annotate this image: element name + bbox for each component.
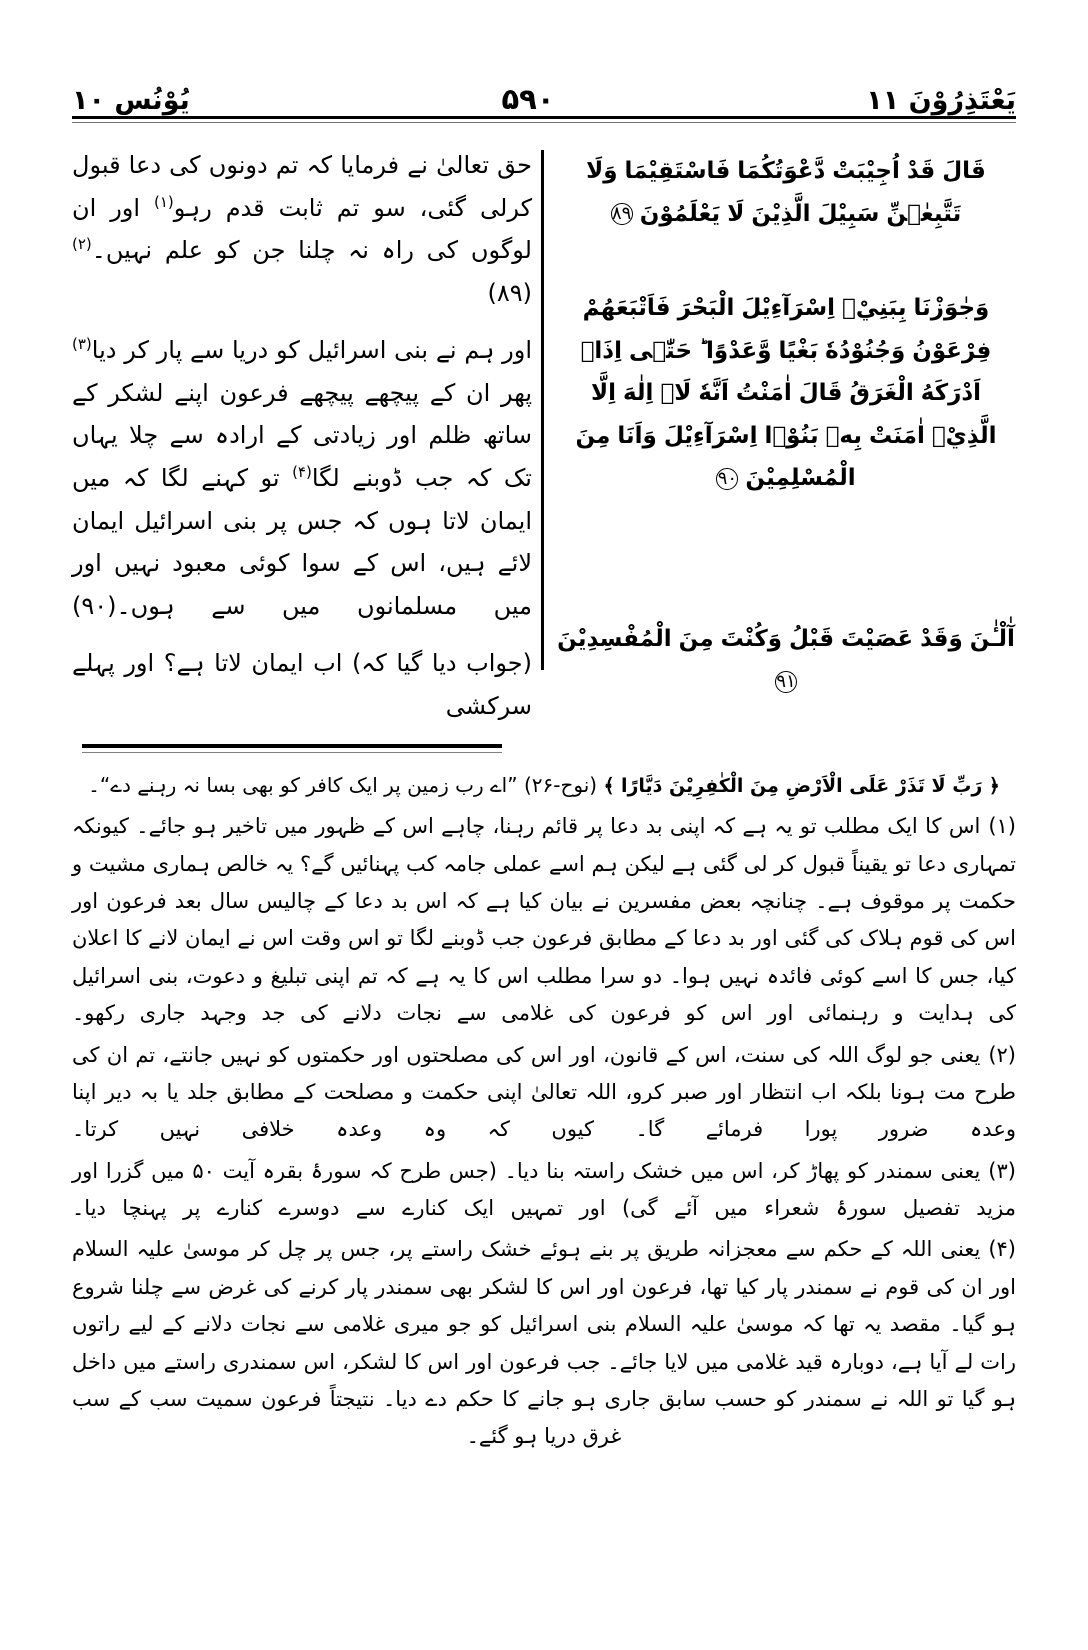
quoted-verse-reference: (نوح-۲۶) [523,773,598,797]
footnote-4-text: یعنی اللہ کے حکم سے معجزانہ طریق پر بنے ہوئے خشک راستے پر، جس پر چل کر موسیٰ علیہ السلام اور ان کی قوم نے سمندر پار کیا تھا، فرعون اور اس کا لشکر بھی سمندر پار کرنے کی غرض سے چلنا شروع ہو گیا۔ مقصد یہ تھا کہ موسیٰ علیہ السلام بنی اسرائیل کو جو میری غلامی سے نجات دلانے کے لیے راتوں رات لے آیا ہے، دوبارہ قید غلامی میں لایا جائے۔ جب فرعون اور اس کا لشکر، اس سمندری راستے میں داخل ہو گیا تو اللہ نے سمندر کو حسب سابق جاری ہو جانے کا حکم دے دیا۔ نتیجتاً فرعون سمیت سب کے سب غرق دریا ہو گئے۔ [72,1237,1016,1449]
footnote-1 [72,808,1016,1032]
ayah-90-marker: ۹۰ [717,467,738,489]
translation-91 [72,642,532,727]
footnote-3 [72,1153,1016,1228]
translation-90 [72,329,532,628]
footnote-ref-2[interactable]: (۲) [72,235,92,254]
footnotes-section [72,768,1016,1456]
footnote-ref-1[interactable]: (۱) [153,192,174,211]
footnote-1-number: (۱) [988,814,1016,839]
ayah-91-text: آٰلْـٰٔنَ وَقَدْ عَصَيْتَ قَبْلُ وَكُنْتَ مِنَ الْمُفْسِدِيْنَ [557,625,1015,652]
footnote-1-text: اس کا ایک مطلب تو یہ ہے کہ اپنی بد دعا پر قائم رہنا، چاہے اس کے ظہور میں تاخیر ہو جائے۔ کیونکہ تمہاری دعا تو یقیناً قبول کر لی گئی ہے لیکن ہم اسے عملی جامہ کب پہنائیں گے؟ یہ خالص ہماری مشیت و حکمت پر موقوف ہے۔ چنانچہ بعض مفسرین نے بیان کیا ہے کہ اس بد دعا کے چالیس سال بعد فرعون اور اس کی قوم ہلاک کی گئی اور بد دعا کے مطابق فرعون جب ڈوبنے لگا تو اس وقت اس نے ایمان لانے کا اعلان کیا، جس کا اسے کوئی فائدہ نہیں ہوا۔ دو سرا مطلب اس کا یہ ہے کہ تم اپنی تبلیغ و دعوت، بنی اسرائیل کی ہدایت و رہنمائی اور اس کو فرعون کی غلامی سے نجات دلانے کی جد وجہد جاری رکھو۔ [72,814,1016,1026]
footnote-separator-rule [82,744,502,748]
footnote-ref-4[interactable]: (۴) [292,463,312,482]
quote-bracket-open-icon: ﴿ [988,775,1000,797]
footnote-3-number: (۳) [988,1158,1016,1183]
translation-89-part-b: اور ان لوگوں کی راہ نہ چلنا جن کو علم نہیں۔ [72,193,532,265]
translation-90-ayah-number: (۹۰) [72,592,117,621]
ayah-91-marker: ۹۱ [776,670,796,692]
footnote-ref-3[interactable]: (۳) [72,334,92,353]
translation-90-part-c: تو کہنے لگا کہ میں ایمان لاتا ہوں کہ جس پر بنی اسرائیل ایمان لائے ہیں، اس کے سوا کوئی معبود نہیں اور میں مسلمانوں میں سے ہوں۔ [72,464,532,621]
ayah-89-marker: ۸۹ [612,203,632,225]
quoted-verse-urdu: ”اے رب زمین پر ایک کافر کو بھی بسا نہ رہنے دے“۔ [88,773,518,797]
translation-91-part-a: (جواب دیا گیا کہ) اب ایمان لاتا ہے؟ اور پہلے سرکشی [72,648,532,720]
urdu-column [72,140,532,727]
page-header [72,62,1016,114]
header-surah-left: يُوْنُس ١٠ [72,85,190,116]
page-number: ۵۹۰ [501,82,555,116]
translation-90-part-b: پھر ان کے پیچھے پیچھے فرعون اپنے لشکر کے ساتھ ظلم اور زیادتی کے ارادہ سے چلا یہاں تک کہ جب ڈوبنے لگا [72,378,532,493]
arabic-column [556,140,1016,703]
column-divider-rule [541,150,544,670]
header-divider-rule [72,116,1016,119]
footnote-4-number: (۴) [988,1237,1016,1262]
ayah-89 [556,150,1016,235]
scripture-body [72,140,1016,720]
translation-90-part-a: اور ہم نے بنی اسرائیل کو دریا سے پار کر دیا [91,335,532,364]
translation-89-ayah-number: (۸۹) [487,279,532,308]
header-surah-right: يَعْتَذِرُوْنَ ١١ [866,85,1016,116]
footnote-2-number: (۲) [988,1042,1016,1067]
ayah-89-text: قَالَ قَدْ اُجِيْبَتْ دَّعْوَتُكُمَا فَاسْتَقِيْمَا وَلَا تَتَّبِعٰۤنِّ سَبِيْلَ الَّذِيْنَ لَا يَعْلَمُوْنَ [586,158,986,227]
quoted-verse-arabic: رَبِّ لَا تَذَرْ عَلَى الْاَرْضِ مِنَ الْكٰفِرِيْنَ دَيَّارًا [620,775,983,797]
ayah-90 [556,287,1016,500]
footnote-quoted-verse [72,768,1016,802]
quote-bracket-close-icon: ﴾ [603,775,615,797]
footnote-2-text: یعنی جو لوگ اللہ کی سنت، اس کے قانون، اور اس کی مصلحتوں اور حکمتوں کو نہیں جانتے، تم ان کی طرح مت ہونا بلکہ اب انتظار اور صبر کرو، اللہ تعالیٰ اپنی حکمت و مصلحت کے مطابق جلد یا بہ دیر اپنا وعدہ ضرور پورا فرمائے گا۔ کیوں کہ وہ وعدہ خلافی نہیں کرتا۔ [72,1042,1016,1142]
footnote-3-text: یعنی سمندر کو پھاڑ کر، اس میں خشک راستہ بنا دیا۔ (جس طرح کہ سورۂ بقرہ آیت ۵۰ میں گزرا اور مزید تفصیل سورۂ شعراء میں آئے گی) اور تمہیں ایک کنارے سے دوسرے کنارے پر پہنچا دیا۔ [72,1158,1016,1221]
translation-89 [72,144,532,315]
footnote-2 [72,1037,1016,1149]
footnote-4 [72,1231,1016,1455]
ayah-91 [556,618,1016,703]
ayah-90-text: وَجٰوَزْنَا بِبَنِيْۤ اِسْرَآءِيْلَ الْبَحْرَ فَاَتْبَعَهُمْ فِرْعَوْنُ وَجُنُوْدُهٗ بَغْيًا وَّعَدْوًا ؕ حَتّٰۤى اِذَاۤ اَدْرَكَهُ الْغَرَقُ قَالَ اٰمَنْتُ اَنَّهٗ لَاۤ اِلٰهَ اِلَّا الَّذِيْۤ اٰمَنَتْ بِهٖ بَنُوْۤا اِسْرَآءِيْلَ وَاَنَا مِنَ الْمُسْلِمِيْنَ [575,295,997,492]
translation-89-part-a: حق تعالیٰ نے فرمایا کہ تم دونوں کی دعا قبول کرلی گئی، سو تم ثابت قدم رہو [72,151,532,222]
